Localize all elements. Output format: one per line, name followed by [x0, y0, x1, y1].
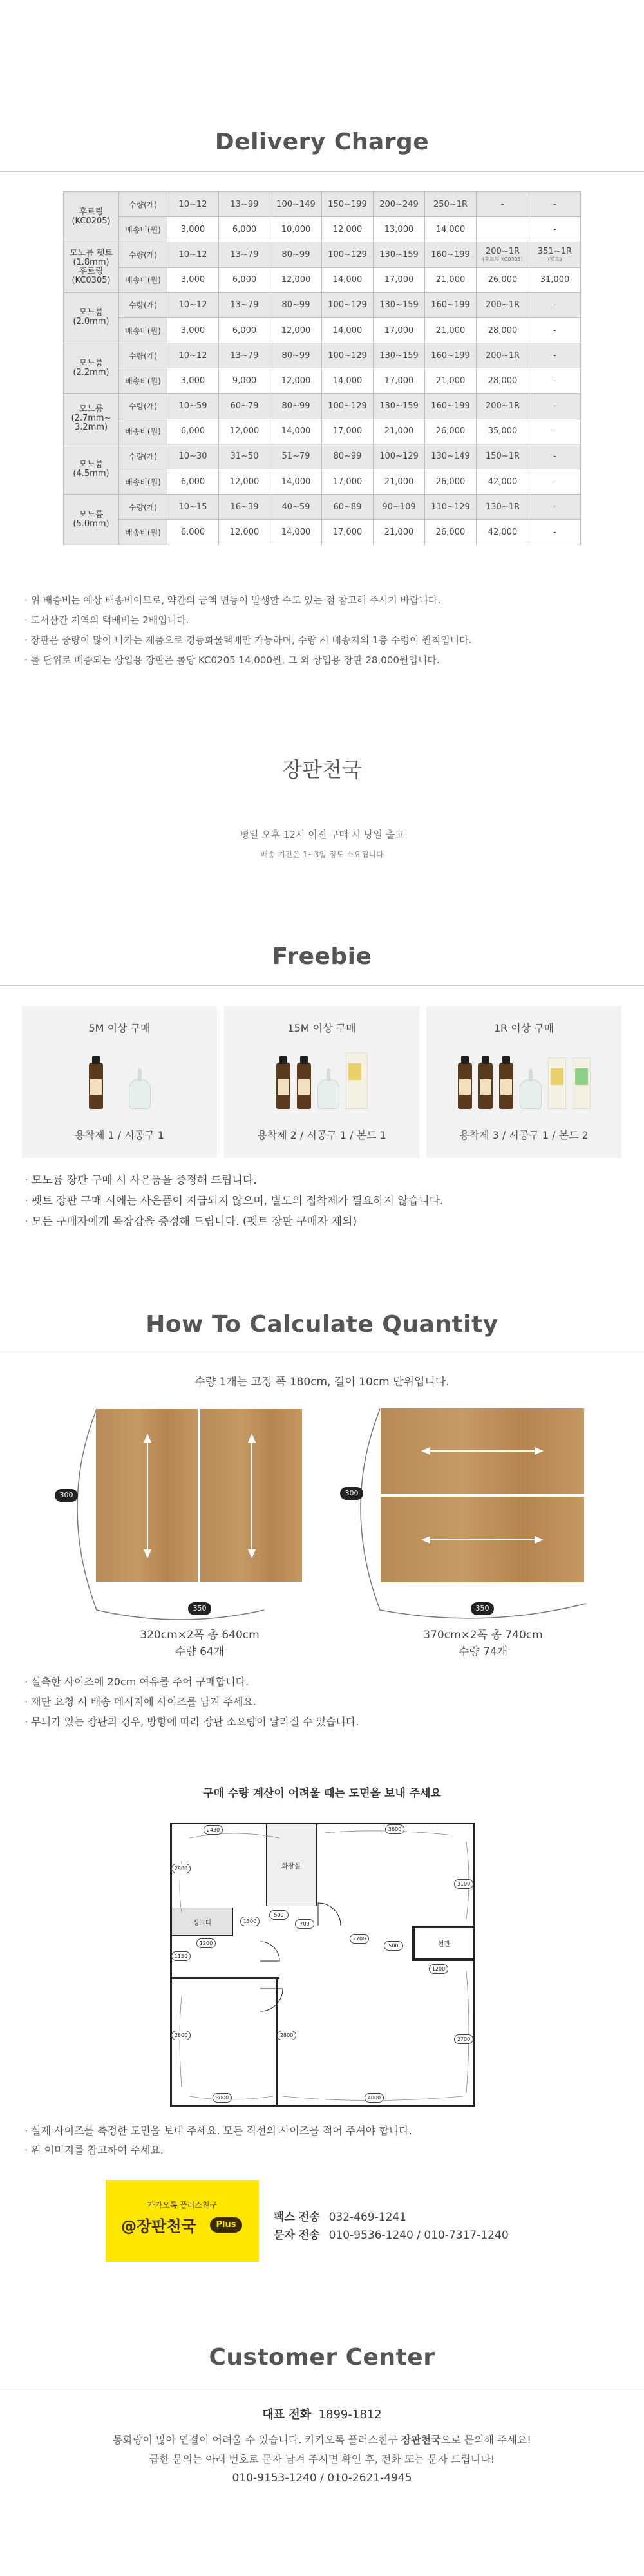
product-name: 모노륨 (2.0mm) [64, 292, 119, 343]
price-cell: 14,000 [425, 217, 477, 242]
price-cell: 17,000 [322, 469, 374, 495]
price-cell: 12,000 [219, 520, 270, 545]
qty-cell: - [529, 444, 581, 469]
price-cell: 42,000 [477, 469, 529, 495]
delivery-note: · 장판은 중량이 많이 나가는 제품으로 경동화물택배만 가능하며, 수량 시 배송지의 1층 수령이 원칙입니다. [24, 630, 471, 650]
product-name: 모노륨 펫트 (1.8mm) 후로링 (KC0305) [64, 242, 119, 292]
dim-badge: 500 [384, 1941, 403, 1951]
dim-badge: 3600 [385, 1824, 404, 1834]
customer-phones[interactable]: 010-9153-1240 / 010-2621-4945 [232, 2472, 412, 2485]
price-cell: 14,000 [322, 317, 374, 343]
sms-number[interactable]: 010-9536-1240 / 010-7317-1240 [328, 2229, 509, 2242]
fax-line [274, 2208, 406, 2224]
quantity-intro: 수량 1개는 고정 폭 180cm, 길이 10cm 단위입니다. [194, 1376, 450, 1388]
plank-direction-arrows [96, 1409, 302, 1582]
qty-cell: 10~15 [167, 495, 219, 520]
dim-badge: 2800 [171, 1864, 191, 1873]
freebie-condition: 1R 이상 구매 [493, 1022, 554, 1034]
floorplan-notes [24, 2121, 412, 2160]
bond-bottle-icon [89, 1063, 103, 1109]
dim-badge: 700 [295, 1919, 314, 1929]
qty-cell: 100~129 [322, 393, 374, 419]
dim-badge: 2800 [171, 2031, 191, 2040]
price-cell: 10,000 [270, 217, 322, 242]
price-cell: 3,000 [167, 317, 219, 343]
price-cell: 3,000 [167, 267, 219, 292]
qty-cell: 200~249 [374, 192, 425, 217]
qty-label: 수량(개) [119, 192, 167, 217]
price-cell: 6,000 [219, 317, 270, 343]
customer-brand: 장판천국 [401, 2434, 441, 2446]
qty-cell: 10~12 [167, 292, 219, 317]
delivery-note: · 롤 단위로 배송되는 상업용 장판은 롤당 KC0205 14,000원, 그 외 상업용 장판 28,000원입니다. [24, 650, 471, 670]
delivery-title: Delivery Charge [214, 129, 430, 155]
kakao-plusfriend-banner[interactable] [106, 2180, 259, 2262]
qty-cell: 100~129 [322, 343, 374, 368]
right-formula: 370cm×2폭 총 740cm [423, 1629, 543, 1642]
price-cell: 14,000 [270, 520, 322, 545]
dim-badge: 2800 [277, 2031, 296, 2040]
dim-badge: 1300 [240, 1917, 260, 1926]
left-calc [71, 1627, 328, 1660]
bond-pack-icon [346, 1052, 368, 1109]
price-cell: - [529, 419, 581, 444]
qty-label: 수량(개) [119, 393, 167, 419]
price-label: 배송비(원) [119, 469, 167, 495]
qty-cell: 130~159 [374, 343, 425, 368]
qty-cell: 80~99 [270, 343, 322, 368]
qty-cell: 60~89 [322, 495, 374, 520]
price-cell: 21,000 [425, 317, 477, 343]
applicator-icon [520, 1079, 542, 1109]
freebie-title: Freebie [272, 943, 372, 970]
qty-cell: - [529, 343, 581, 368]
price-cell: 14,000 [270, 469, 322, 495]
applicator-icon [317, 1079, 339, 1109]
qty-cell: - [529, 192, 581, 217]
qty-cell: 160~199 [425, 393, 477, 419]
height-badge: 300 [55, 1489, 78, 1502]
qty-cell: 80~99 [322, 444, 374, 469]
bond-pack-icon [548, 1057, 566, 1109]
rep-phone-line [0, 2405, 644, 2422]
price-cell: 12,000 [270, 317, 322, 343]
divider [0, 171, 644, 172]
qty-cell: 10~12 [167, 242, 219, 267]
qty-label: 수량(개) [119, 495, 167, 520]
right-calc [354, 1627, 612, 1660]
product-name: 모노륨 (2.2mm) [64, 343, 119, 393]
qty-cell: 100~129 [374, 444, 425, 469]
qty-cell: 130~159 [374, 292, 425, 317]
room-bathroom: 화장실 [266, 1824, 316, 1906]
qty-label: 수량(개) [119, 343, 167, 368]
sms-line [274, 2226, 509, 2242]
qty-cell: 31~50 [219, 444, 270, 469]
price-cell: 26,000 [425, 419, 477, 444]
price-cell: 17,000 [374, 267, 425, 292]
bond-bottle-icon [478, 1063, 493, 1109]
dim-badge: 1150 [171, 1951, 191, 1961]
price-cell: 21,000 [425, 368, 477, 393]
freebie-card-1r [426, 1006, 621, 1158]
freebie-notes [24, 1170, 443, 1232]
dim-badge: 2700 [350, 1934, 369, 1944]
price-cell: 17,000 [374, 317, 425, 343]
qty-label: 수량(개) [119, 444, 167, 469]
qty-label: 수량(개) [119, 242, 167, 267]
shipping-cutoff: 평일 오후 12시 이전 구매 시 당일 출고 [240, 829, 404, 840]
room-entrance: 현관 [414, 1927, 474, 1959]
floorplan-note: · 위 이미지를 참고하여 주세요. [24, 2141, 412, 2160]
qty-cell: 10~12 [167, 343, 219, 368]
qty-cell: 90~109 [374, 495, 425, 520]
qty-cell: 100~129 [322, 242, 374, 267]
price-cell: 6,000 [167, 419, 219, 444]
price-cell: 21,000 [425, 267, 477, 292]
qty-cell: 200~1R [477, 393, 529, 419]
dim-badge: 4000 [365, 2093, 384, 2103]
price-cell: 26,000 [425, 520, 477, 545]
qty-cell: 150~1R [477, 444, 529, 469]
qty-sub: (후로링 KC0305) [482, 256, 523, 263]
price-cell: 21,000 [374, 469, 425, 495]
customer-line1 [0, 2432, 644, 2447]
price-cell: 6,000 [219, 267, 270, 292]
qty-cell: 160~199 [425, 343, 477, 368]
qty-cell: 130~159 [374, 242, 425, 267]
qty-cell: 130~1R [477, 495, 529, 520]
width-badge: 350 [188, 1602, 211, 1615]
right-result: 수량 74개 [458, 1645, 508, 1658]
price-cell: 6,000 [167, 520, 219, 545]
price-cell: 13,000 [374, 217, 425, 242]
room-sink: 싱크대 [171, 1908, 233, 1936]
qty-cell: 13~79 [219, 343, 270, 368]
qty-cell: 13~99 [219, 192, 270, 217]
fax-label: 팩스 전송 [274, 2211, 320, 2224]
price-cell: 26,000 [477, 267, 529, 292]
price-cell: 12,000 [219, 419, 270, 444]
shipping-duration: 배송 기간은 1~3일 정도 소요됩니다 [260, 850, 384, 859]
qty-cell: - [529, 495, 581, 520]
price-cell: 12,000 [219, 469, 270, 495]
price-cell: - [529, 317, 581, 343]
price-cell: 42,000 [477, 520, 529, 545]
qty-cell: 351~1R (펫트) [529, 242, 581, 267]
dim-badge: 2700 [454, 2034, 473, 2044]
dim-badge: 3100 [454, 1879, 473, 1889]
qty-cell: 10~59 [167, 393, 219, 419]
kakao-caption: 카카오톡 플러스친구 [147, 2201, 218, 2210]
price-cell: 3,000 [167, 217, 219, 242]
qty-cell: 13~79 [219, 292, 270, 317]
delivery-note: · 위 배송비는 예상 배송비이므로, 약간의 금액 변동이 발생할 수도 있는 점 참고해 주시기 바랍니다. [24, 591, 471, 611]
qty-cell: 16~39 [219, 495, 270, 520]
qty-cell: - [477, 192, 529, 217]
floorplan-heading: 구매 수량 계산이 어려울 때는 도면을 보내 주세요 [203, 1787, 441, 1800]
height-badge: 300 [340, 1487, 363, 1500]
price-cell: 12,000 [270, 368, 322, 393]
price-cell: 17,000 [322, 419, 374, 444]
qty-cell: 160~199 [425, 292, 477, 317]
qty-cell: 200~1R (후로링 KC0305) [477, 242, 529, 267]
qty-cell: 10~30 [167, 444, 219, 469]
product-name: 모노륨 (5.0mm) [64, 495, 119, 545]
delivery-table [63, 191, 581, 545]
price-cell: 6,000 [219, 217, 270, 242]
qty-sub: (펫트) [547, 256, 562, 263]
plank-direction-arrows [381, 1408, 584, 1582]
qty-cell: 13~79 [219, 242, 270, 267]
price-label: 배송비(원) [119, 419, 167, 444]
price-cell: 12,000 [270, 267, 322, 292]
quantity-title: How To Calculate Quantity [146, 1311, 498, 1338]
dim-badge: 500 [269, 1910, 289, 1920]
qty-cell: 40~59 [270, 495, 322, 520]
quantity-notes [24, 1672, 359, 1732]
price-cell: 28,000 [477, 317, 529, 343]
price-cell: 9,000 [219, 368, 270, 393]
price-cell: - [529, 368, 581, 393]
fax-number[interactable]: 032-469-1241 [328, 2211, 407, 2224]
dim-badge: 1200 [429, 1964, 448, 1974]
price-cell: 28,000 [477, 368, 529, 393]
price-cell: 17,000 [374, 368, 425, 393]
qty-cell: 250~1R [425, 192, 477, 217]
kakao-handle: @장판천국 [121, 2217, 196, 2235]
qty-cell: 80~99 [270, 242, 322, 267]
qty-cell: 200~1R [477, 292, 529, 317]
product-name: 모노륨 (2.7mm~ 3.2mm) [64, 393, 119, 444]
product-name: 후로링 (KC0205) [64, 192, 119, 242]
dim-badge: 2430 [204, 1825, 223, 1835]
freebie-note: · 펫트 장판 구매 시에는 사은품이 지급되지 않으며, 별도의 접착제가 필요하지 않습니다. [24, 1191, 443, 1211]
dim-badge: 3000 [213, 2093, 232, 2103]
price-cell: 31,000 [529, 267, 581, 292]
customer-line1-text: 통화량이 많아 연결이 어려울 수 있습니다. 카카오톡 플러스친구 [113, 2434, 401, 2446]
kakao-plus-badge: Plus [210, 2217, 242, 2233]
freebie-items: 용착제 3 / 시공구 1 / 본드 2 [459, 1129, 589, 1141]
qty-cell: 130~159 [374, 393, 425, 419]
price-cell [477, 217, 529, 242]
quantity-note: · 무늬가 있는 장판의 경우, 방향에 따라 장판 소요량이 달라질 수 있습니다. [24, 1712, 359, 1732]
price-cell: 6,000 [167, 469, 219, 495]
bond-bottle-icon [458, 1063, 472, 1109]
price-cell: 14,000 [322, 267, 374, 292]
applicator-icon [129, 1079, 151, 1109]
price-cell: 17,000 [322, 520, 374, 545]
price-cell: - [529, 469, 581, 495]
qty-cell: - [529, 292, 581, 317]
price-cell: - [529, 520, 581, 545]
price-label: 배송비(원) [119, 267, 167, 292]
qty-cell: 200~1R [477, 343, 529, 368]
freebie-note: · 모노륨 장판 구매 시 사은품을 증정해 드립니다. [24, 1170, 443, 1191]
freebie-note: · 모든 구매자에게 목장갑을 증정해 드립니다. (펫트 장판 구매자 제외) [24, 1211, 443, 1232]
left-formula: 320cm×2폭 총 640cm [140, 1629, 260, 1642]
bond-pack-icon [573, 1057, 591, 1109]
delivery-note: · 도서산간 지역의 택배비는 2배입니다. [24, 611, 471, 630]
customer-line2: 급한 문의는 아래 번호로 문자 남겨 주시면 확인 후, 전화 또는 문자 드립니다! [149, 2453, 495, 2465]
customer-line1-text: 으로 문의해 주세요! [440, 2434, 531, 2446]
floorplan-doors [170, 1823, 475, 2107]
product-name: 모노륨 (4.5mm) [64, 444, 119, 494]
price-cell: 35,000 [477, 419, 529, 444]
floorplan-note: · 실제 사이즈를 측정한 도면을 보내 주세요. 모든 직선의 사이즈를 적어 주셔야 합니다. [24, 2121, 412, 2141]
freebie-items: 용착제 1 / 시공구 1 [75, 1129, 164, 1141]
rep-phone[interactable]: 1899-1812 [318, 2408, 382, 2421]
qty-cell: 110~129 [425, 495, 477, 520]
freebie-card-15m [224, 1006, 419, 1158]
freebie-items: 용착제 2 / 시공구 1 / 본드 1 [257, 1129, 386, 1141]
price-label: 배송비(원) [119, 217, 167, 242]
qty-cell: 10~12 [167, 192, 219, 217]
left-result: 수량 64개 [175, 1645, 225, 1658]
freebie-card-5m [22, 1006, 217, 1158]
qty-cell: 80~99 [270, 292, 322, 317]
quantity-note: · 재단 요청 시 배송 메시지에 사이즈를 남겨 주세요. [24, 1692, 359, 1712]
price-cell: 26,000 [425, 469, 477, 495]
price-cell: - [529, 217, 581, 242]
qty-label: 수량(개) [119, 292, 167, 317]
price-label: 배송비(원) [119, 368, 167, 393]
price-cell: 14,000 [322, 368, 374, 393]
freebie-condition: 15M 이상 구매 [287, 1022, 356, 1034]
customer-title: Customer Center [209, 2344, 435, 2371]
bond-bottle-icon [276, 1063, 290, 1109]
rep-label: 대표 전화 [262, 2408, 312, 2421]
brand-title: 장판천국 [282, 757, 362, 782]
price-cell: 21,000 [374, 520, 425, 545]
price-cell: 21,000 [374, 419, 425, 444]
qty-cell: 80~99 [270, 393, 322, 419]
qty-cell: 150~199 [322, 192, 374, 217]
qty-cell: 160~199 [425, 242, 477, 267]
price-label: 배송비(원) [119, 317, 167, 343]
price-cell: 14,000 [270, 419, 322, 444]
dim-badge: 1200 [196, 1938, 216, 1948]
qty-cell: - [529, 393, 581, 419]
delivery-notes [24, 591, 471, 670]
quantity-note: · 실측한 사이즈에 20cm 여유를 주어 구매합니다. [24, 1672, 359, 1692]
sms-label: 문자 전송 [274, 2229, 320, 2242]
qty-cell: 130~149 [425, 444, 477, 469]
price-cell: 12,000 [322, 217, 374, 242]
qty-cell: 51~79 [270, 444, 322, 469]
price-label: 배송비(원) [119, 520, 167, 545]
qty-cell: 100~129 [322, 292, 374, 317]
bond-bottle-icon [297, 1063, 311, 1109]
width-badge: 350 [471, 1602, 494, 1615]
qty-cell: 100~149 [270, 192, 322, 217]
divider [0, 985, 644, 986]
bond-bottle-icon [499, 1063, 513, 1109]
qty-cell: 60~79 [219, 393, 270, 419]
freebie-condition: 5M 이상 구매 [88, 1022, 151, 1034]
price-cell: 3,000 [167, 368, 219, 393]
